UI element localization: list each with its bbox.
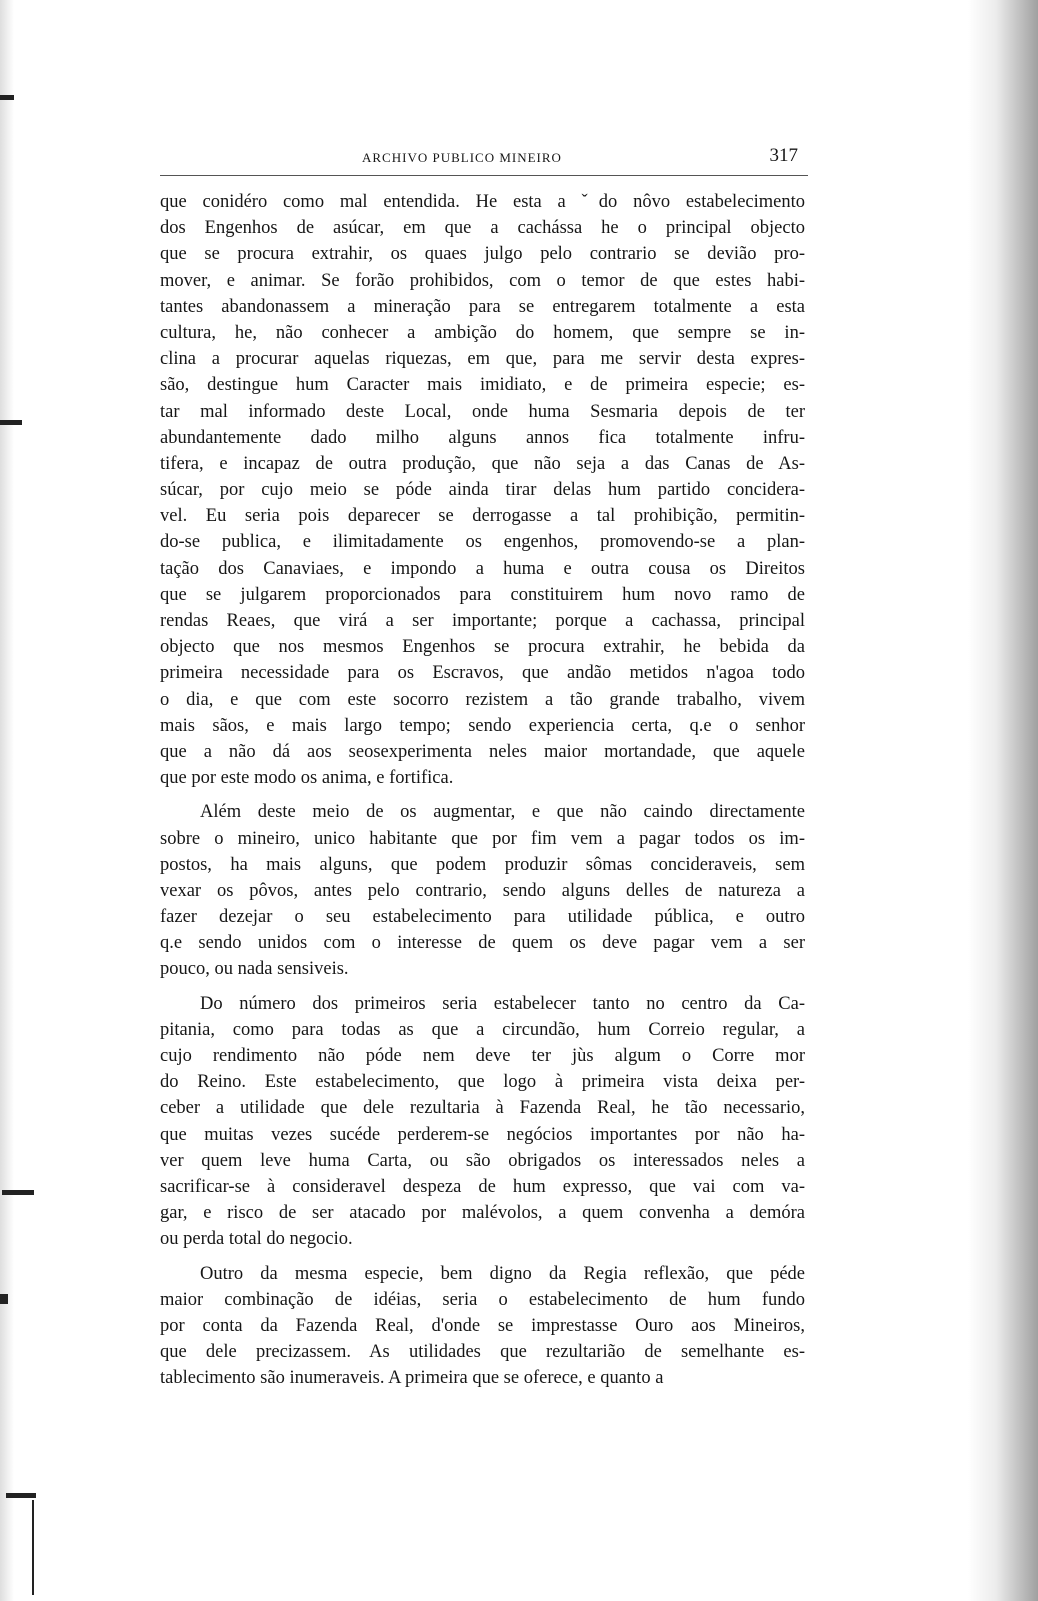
text-line: Outro da mesma especie, bem digno da Regia reflexão, que péde bbox=[200, 1263, 805, 1284]
text-line: pitania, como para todas as que a circundão, hum Correio regular, a bbox=[160, 1019, 805, 1040]
binding-mark bbox=[0, 95, 14, 100]
text-line: q.e sendo unidos com o interesse de quem os deve pagar vem a ser bbox=[160, 933, 805, 954]
text-line: mover, e animar. Se forão prohibidos, com o temor de que estes habi- bbox=[160, 270, 805, 291]
text-line: dos Engenhos de asúcar, em que a cachássa he o principal objecto bbox=[160, 218, 805, 239]
text-line: cultura, he, não conhecer a ambição do homem, que sempre se in- bbox=[160, 322, 805, 343]
text-line: que se procura extrahir, os quaes julgo pelo contrario se devião pro- bbox=[160, 244, 805, 265]
text-line: súcar, por cujo meio se póde ainda tirar delas hum partido concidera- bbox=[160, 480, 805, 501]
paragraph bbox=[160, 189, 805, 791]
text-line: fazer dezejar o seu estabelecimento para utilidade pública, e outro bbox=[160, 907, 805, 928]
text-line: ver quem leve huma Carta, ou são obrigados os interessados neles a bbox=[160, 1150, 805, 1171]
text-line: que conidéro como mal entendida. He esta a ˇdo nôvo estabelecimento bbox=[160, 192, 805, 212]
page-number: 317 bbox=[769, 145, 798, 166]
page-header bbox=[158, 145, 808, 173]
text-line: tifera, e incapaz de outra produção, que não seja a das Canas de As- bbox=[160, 453, 805, 474]
binding-mark bbox=[2, 1190, 34, 1195]
paragraph bbox=[160, 1261, 805, 1392]
binding-mark bbox=[32, 1500, 34, 1595]
text-line: abundantemente dado milho alguns annos fica totalmente infru- bbox=[160, 427, 805, 448]
text-line: o dia, e que com este socorro rezistem a tão grande trabalho, vivem bbox=[160, 689, 805, 710]
text-line: postos, ha mais alguns, que podem produzir sômas concideraveis, sem bbox=[160, 854, 805, 875]
text-line: gar, e risco de ser atacado por malévolos, a quem convenha a demóra bbox=[160, 1203, 805, 1224]
text-line: cujo rendimento não póde nem deve ter jùs algum o Corre mor bbox=[160, 1046, 805, 1066]
running-head: ARCHIVO PUBLICO MINEIRO bbox=[362, 150, 562, 165]
text-line: sobre o mineiro, unico habitante que por fim vem a pagar todos os im- bbox=[160, 828, 805, 849]
paragraph bbox=[160, 799, 805, 982]
paragraph-gap bbox=[160, 1253, 805, 1261]
text-line: tar mal informado deste Local, onde huma Sesmaria depois de ter bbox=[160, 401, 805, 422]
text-line: mais sãos, e mais largo tempo; sendo experiencia certa, q.e o senhor bbox=[160, 715, 805, 736]
text-line: são, destingue hum Caracter mais imidiato, e de primeira especie; es- bbox=[160, 375, 805, 396]
document-body bbox=[160, 189, 805, 1391]
text-line: objecto que nos mesmos Engenhos se procura extrahir, he bebida da bbox=[160, 637, 805, 658]
text-line: que dele precizassem. As utilidades que rezultarião de semelhante es- bbox=[160, 1342, 805, 1363]
text-line: que muitas vezes sucéde perderem-se negócios importantes por não ha- bbox=[160, 1124, 805, 1145]
text-line: tação dos Canaviaes, e impondo a huma e outra cousa os Direitos bbox=[160, 558, 805, 579]
text-line: pouco, ou nada sensiveis. bbox=[160, 959, 349, 980]
scan-left-edge bbox=[0, 0, 14, 1601]
header-rule bbox=[160, 175, 808, 176]
text-line: Além deste meio de os augmentar, e que não caindo directamente bbox=[200, 802, 805, 823]
text-line: que a não dá aos seosexperimenta neles maior mortandade, que aquele bbox=[160, 741, 805, 762]
text-line: sacrificar-se à consideravel despeza de hum expresso, que vai com va- bbox=[160, 1176, 805, 1197]
text-line: ou perda total do negocio. bbox=[160, 1229, 353, 1250]
text-line: do-se publica, e ilimitadamente os engenhos, promovendo-se a plan- bbox=[160, 532, 805, 553]
text-line: que por este modo os anima, e fortifica. bbox=[160, 768, 454, 789]
binding-mark bbox=[0, 1294, 8, 1304]
text-line: do Reino. Este estabelecimento, que logo à primeira vista deixa per- bbox=[160, 1072, 805, 1093]
binding-mark bbox=[0, 420, 22, 425]
paragraph bbox=[160, 991, 805, 1253]
text-line: rendas Reaes, que virá a ser importante; porque a cachassa, principal bbox=[160, 611, 805, 631]
text-line: maior combinação de idéias, seria o estabelecimento de hum fundo bbox=[160, 1289, 805, 1310]
text-line: que se julgarem proporcionados para constituirem hum novo ramo de bbox=[160, 584, 805, 605]
text-line: vel. Eu seria pois deparecer se derrogasse a tal prohibição, permitin- bbox=[160, 506, 805, 527]
text-line: primeira necessidade para os Escravos, que andão metidos n'agoa todo bbox=[160, 663, 805, 684]
text-line: vexar os pôvos, antes pelo contrario, sendo alguns delles de natureza a bbox=[160, 880, 805, 901]
text-line: por conta da Fazenda Real, d'onde se imprestasse Ouro aos Mineiros, bbox=[160, 1315, 805, 1336]
text-line: Do número dos primeiros seria estabelecer tanto no centro da Ca- bbox=[200, 993, 805, 1014]
scan-right-edge bbox=[968, 0, 1038, 1601]
text-line: ceber a utilidade que dele rezultaria à Fazenda Real, he tão necessario, bbox=[160, 1098, 805, 1119]
paragraph-gap bbox=[160, 791, 805, 799]
binding-mark bbox=[6, 1493, 36, 1498]
paragraph-gap bbox=[160, 983, 805, 991]
text-line: tantes abandonassem a mineração para se entregarem totalmente a esta bbox=[160, 296, 805, 317]
text-line: clina a procurar aquelas riquezas, em que, para me servir desta expres- bbox=[160, 349, 805, 370]
text-line: tablecimento são inumeraveis. A primeira que se oferece, e quanto a bbox=[160, 1368, 664, 1389]
